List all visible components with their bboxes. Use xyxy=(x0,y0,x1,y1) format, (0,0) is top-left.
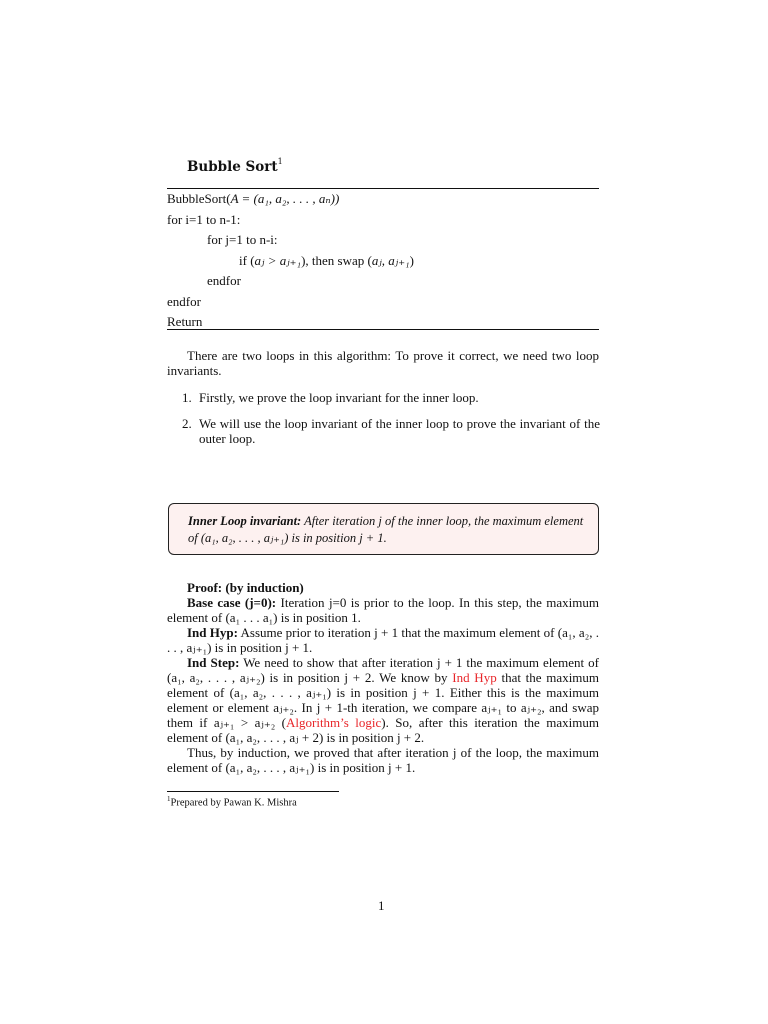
invariant-box xyxy=(168,503,599,555)
algorithm-line-1 xyxy=(167,191,339,207)
algorithm-line-1-math: A = (a₁, a₂, . . . , aₙ)) xyxy=(230,191,340,206)
ind-hyp-label: Ind Hyp: xyxy=(187,625,238,640)
algorithm-bottom-rule xyxy=(167,329,599,330)
algorithm-line-4 xyxy=(239,253,414,269)
list-item-number: 2. xyxy=(182,416,192,431)
footnote xyxy=(167,795,297,809)
list-item xyxy=(182,390,600,405)
conclusion-paragraph: Thus, by induction, we proved that after iteration j of the loop, the maximum element of (a₁, a₂, . . . , aⱼ₊₁) is in position j + 1. xyxy=(167,745,599,775)
algorithm-top-rule xyxy=(167,188,599,189)
footnote-text: Prepared by Pawan K. Mishra xyxy=(170,797,297,809)
list-item-text: Firstly, we prove the loop invariant for the inner loop. xyxy=(199,390,479,405)
algorithm-line-4-mid: ), then swap ( xyxy=(301,253,372,268)
title-footnote-mark[interactable]: 1 xyxy=(277,157,283,166)
title-text: Bubble Sort xyxy=(187,159,278,175)
algorithm-line-4-end: ) xyxy=(409,253,414,268)
algorithm-logic-link[interactable]: Algorithm’s logic xyxy=(286,715,382,730)
ind-hyp-link[interactable]: Ind Hyp xyxy=(452,670,497,685)
ind-step-label: Ind Step: xyxy=(187,655,240,670)
invariant-content xyxy=(188,513,584,547)
algorithm-line-4-condition: aⱼ > aⱼ₊₁ xyxy=(254,253,302,268)
list-item-number: 1. xyxy=(182,390,192,405)
base-case-label: Base case (j=0): xyxy=(187,595,277,610)
ind-step-text-1: We need to show that after iteration j + 1 the maximum element of (a₁, a₂, . . . , aⱼ₊₂) is in position j + 2. We know by xyxy=(167,655,599,685)
proof-section xyxy=(167,580,599,775)
base-case-text: Iteration j=0 is prior to the loop. In this step, the maximum element of (a₁ . . . a₁) is in position 1. xyxy=(167,595,600,625)
proof-heading: Proof: (by induction) xyxy=(187,580,304,595)
algorithm-line-6: endfor xyxy=(167,294,201,309)
algorithm-line-4-swap: aⱼ, aⱼ₊₁ xyxy=(371,253,410,268)
algorithm-line-1-prefix: BubbleSort( xyxy=(167,191,231,206)
algorithm-line-4-prefix: if ( xyxy=(239,253,255,268)
ind-step-text-2: that the maximum element of (a₁, a₂, . . . , aⱼ₊₁) is in position j + 1. Either this is the maximum element or element aⱼ₊₂. In j + 1-th iteration, we compare aⱼ₊₁ to aⱼ₊₂, and swap them if aⱼ₊₁ > aⱼ₊₂ ( xyxy=(167,670,600,730)
page-number: 1 xyxy=(378,898,385,913)
ind-hyp-text: Assume prior to iteration j + 1 that the maximum element of (a₁, a₂, . . . , aⱼ₊₁) is in position j + 1. xyxy=(167,625,599,655)
list-item-text: We will use the loop invariant of the inner loop to prove the invariant of the outer loop. xyxy=(199,416,600,446)
invariant-text: After iteration j of the inner loop, the maximum element of (a₁, a₂, . . . , aⱼ₊₁) is in position j + 1. xyxy=(188,514,584,545)
intro-paragraph: There are two loops in this algorithm: To prove it correct, we need two loop invariants. xyxy=(167,348,599,378)
algorithm-line-2: for i=1 to n-1: xyxy=(167,212,241,227)
footnote-rule xyxy=(167,791,339,792)
list-item xyxy=(182,416,600,446)
invariant-label: Inner Loop invariant: xyxy=(188,514,302,528)
page-title xyxy=(187,159,283,175)
ind-step-text-3: ). So, after this iteration the maximum element of (a₁, a₂, . . . , aⱼ + 2) is in position j + 2. xyxy=(167,715,599,745)
footnote-mark: 1 xyxy=(167,795,171,803)
algorithm-line-5: endfor xyxy=(207,273,241,288)
algorithm-line-3: for j=1 to n-i: xyxy=(207,232,278,247)
algorithm-line-7: Return xyxy=(167,314,203,329)
